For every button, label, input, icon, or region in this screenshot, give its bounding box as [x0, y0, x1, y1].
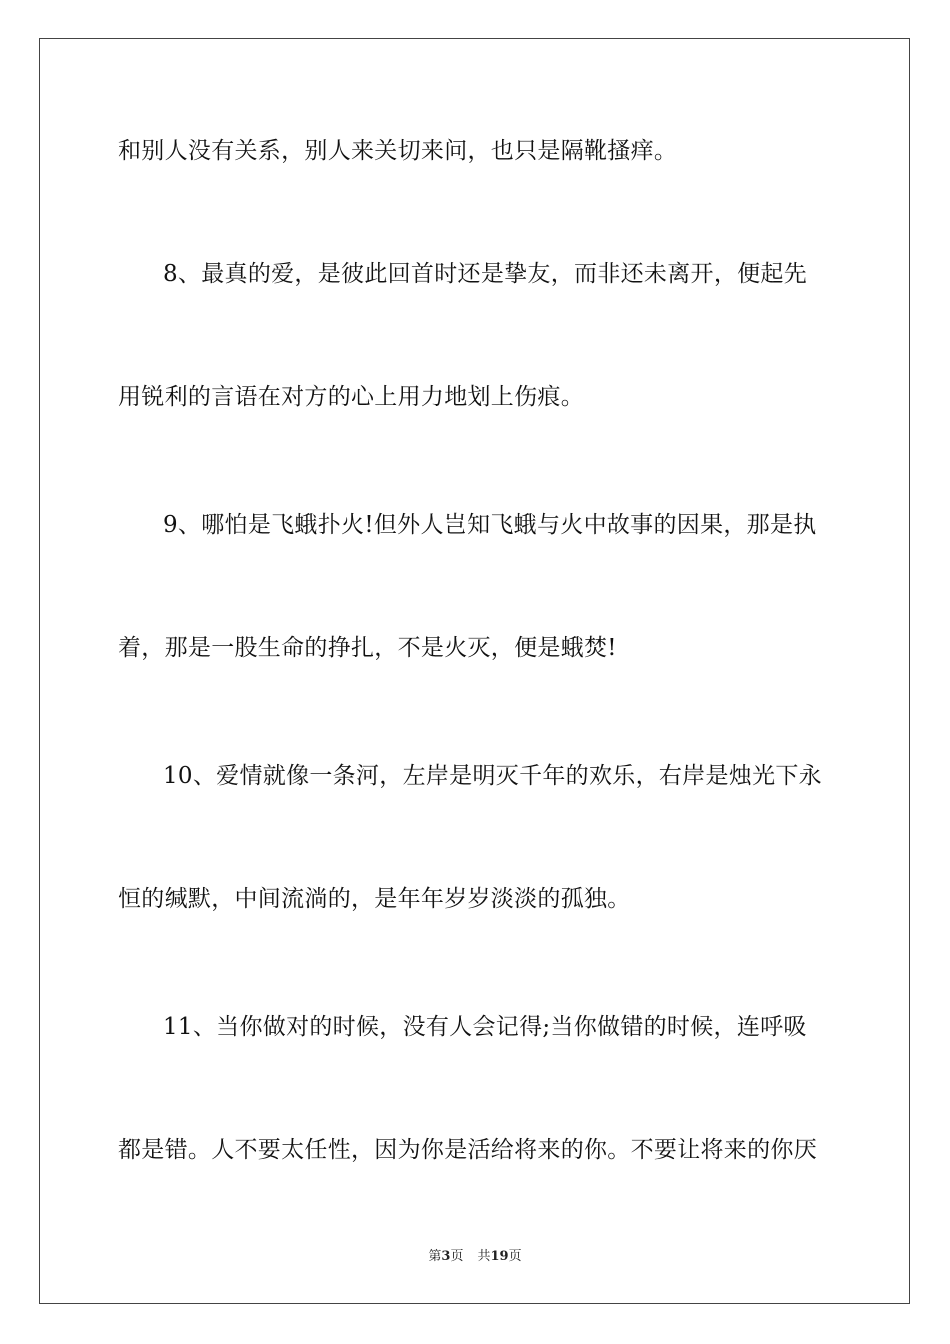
page-footer	[0, 1248, 950, 1266]
total-pages: 19	[490, 1249, 509, 1264]
text-line-5: 着，那是一股生命的挣扎，不是火灭，便是蛾焚!	[118, 635, 617, 661]
page-border	[39, 38, 910, 1304]
text-line-1: 和别人没有关系，别人来关切来问，也只是隔靴搔痒。	[118, 138, 678, 164]
text-line-7: 恒的缄默，中间流淌的，是年年岁岁淡淡的孤独。	[118, 886, 631, 912]
page-number: 3	[441, 1249, 451, 1264]
text-line-6: 10、爱情就像一条河，左岸是明灭千年的欢乐，右岸是烛光下永	[163, 763, 822, 789]
text-line-3: 用锐利的言语在对方的心上用力地划上伤痕。	[118, 384, 584, 410]
text-line-4: 9、哪怕是飞蛾扑火!但外人岂知飞蛾与火中故事的因果，那是执	[163, 512, 817, 538]
text-line-9: 都是错。人不要太任性，因为你是活给将来的你。不要让将来的你厌	[118, 1137, 817, 1163]
page-prefix: 第	[428, 1249, 442, 1264]
text-line-2: 8、最真的爱，是彼此回首时还是挚友，而非还未离开，便起先	[163, 261, 808, 287]
total-prefix: 共	[477, 1249, 491, 1264]
text-line-8: 11、当你做对的时候，没有人会记得;当你做错的时候，连呼吸	[163, 1014, 807, 1040]
total-suffix: 页	[508, 1249, 522, 1264]
page-suffix: 页	[450, 1249, 464, 1264]
